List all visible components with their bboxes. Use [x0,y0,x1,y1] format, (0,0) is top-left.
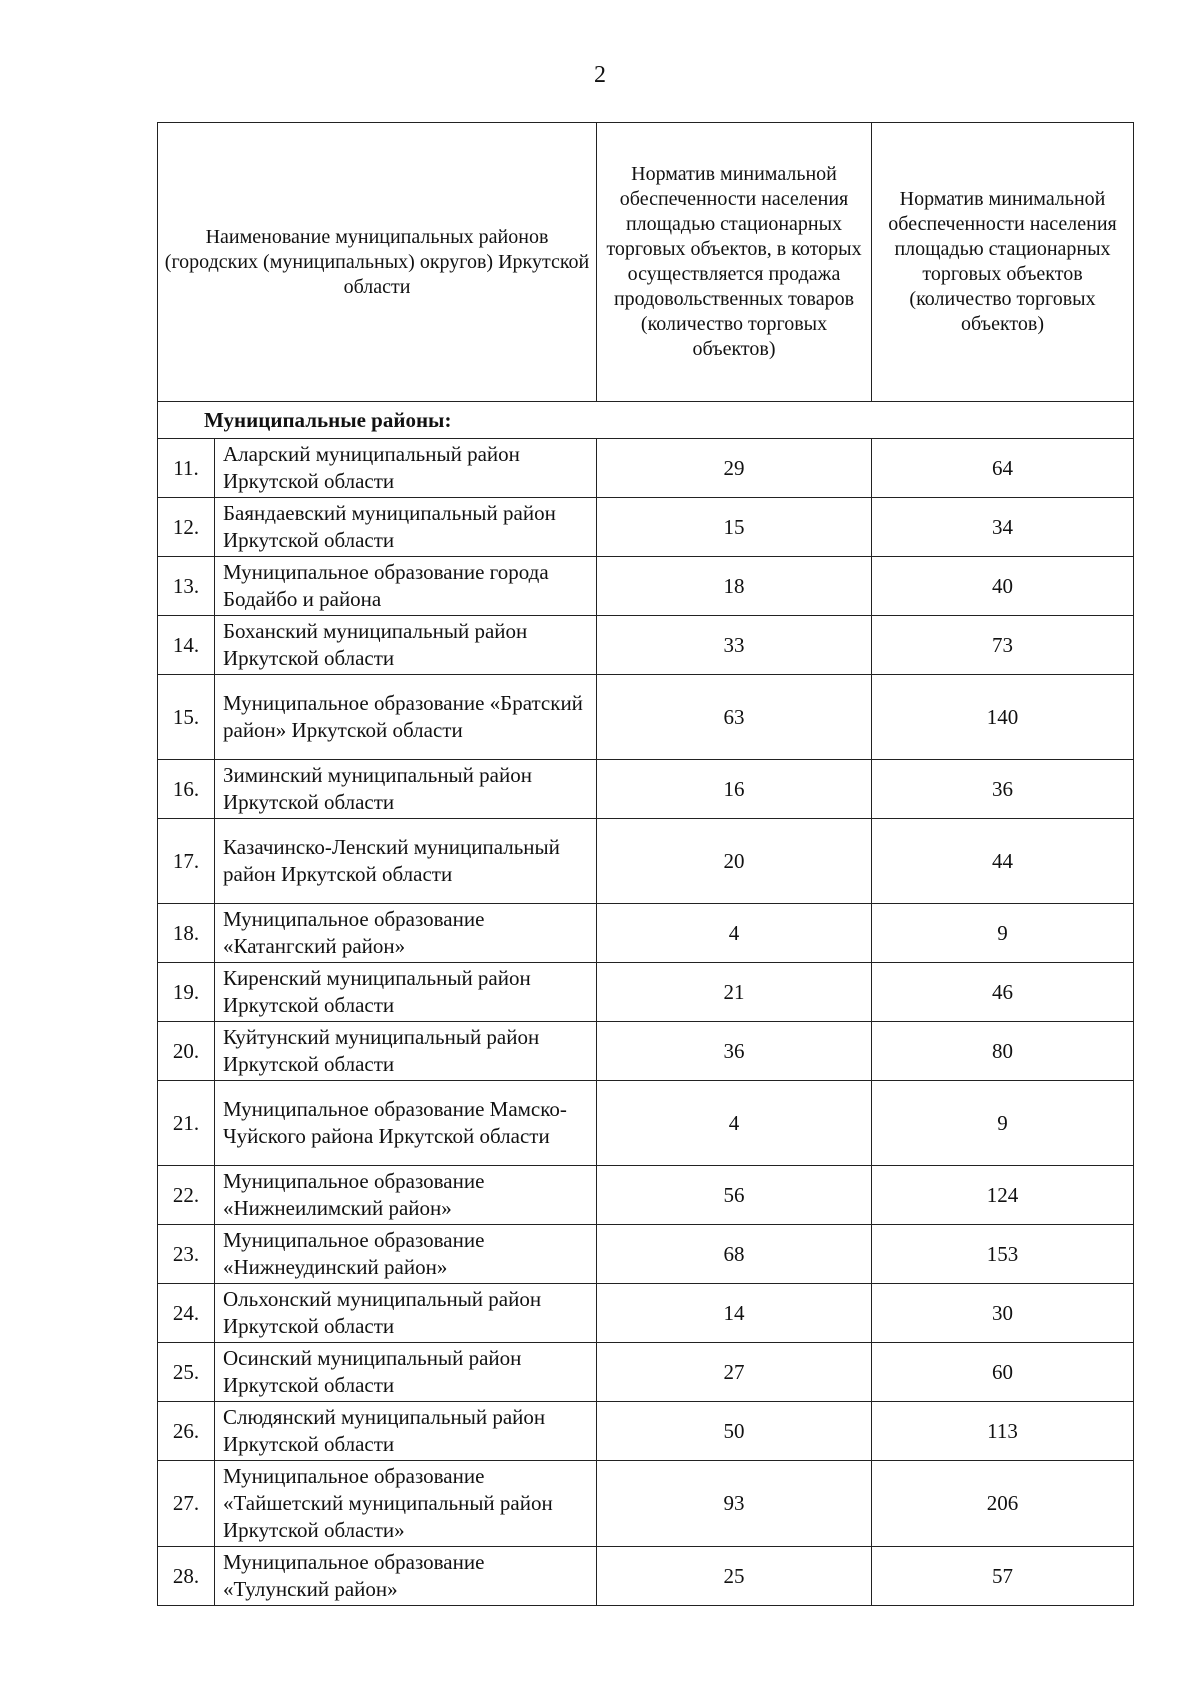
table-header-row [158,123,1134,402]
table-row [158,439,1134,498]
district-name: Муниципальное образование «Тайшетский муниципальный район Иркутской области» [215,1461,597,1547]
table-row [158,819,1134,904]
district-name: Аларский муниципальный район Иркутской области [215,439,597,498]
food-standard-value: 16 [597,760,872,819]
row-number: 14. [158,616,215,675]
district-name: Осинский муниципальный район Иркутской области [215,1343,597,1402]
header-total-standard: Норматив минимальной обеспеченности населения площадью стационарных торговых объектов (количество торговых объектов) [872,123,1134,402]
food-standard-value: 4 [597,904,872,963]
total-standard-value: 64 [872,439,1134,498]
food-standard-value: 20 [597,819,872,904]
section-title: Муниципальные районы: [158,402,1134,439]
total-standard-value: 206 [872,1461,1134,1547]
total-standard-value: 9 [872,904,1134,963]
table-row [158,963,1134,1022]
table-row [158,760,1134,819]
row-number: 17. [158,819,215,904]
table-row [158,1284,1134,1343]
table-row [158,1343,1134,1402]
district-name: Слюдянский муниципальный район Иркутской области [215,1402,597,1461]
district-name: Муниципальное образование «Нижнеудинский район» [215,1225,597,1284]
table-row [158,616,1134,675]
total-standard-value: 60 [872,1343,1134,1402]
district-name: Муниципальное образование «Братский район» Иркутской области [215,675,597,760]
total-standard-value: 46 [872,963,1134,1022]
food-standard-value: 63 [597,675,872,760]
table-row [158,557,1134,616]
food-standard-value: 25 [597,1547,872,1606]
table-row [158,1081,1134,1166]
food-standard-value: 36 [597,1022,872,1081]
table-row [158,1166,1134,1225]
food-standard-value: 56 [597,1166,872,1225]
header-food-standard: Норматив минимальной обеспеченности населения площадью стационарных торговых объектов, в которых осуществляется продажа продовольственных товаров (количество торговых объектов) [597,123,872,402]
district-name: Муниципальное образование Мамско-Чуйского района Иркутской области [215,1081,597,1166]
food-standard-value: 68 [597,1225,872,1284]
row-number: 11. [158,439,215,498]
total-standard-value: 36 [872,760,1134,819]
district-name: Муниципальное образование города Бодайбо и района [215,557,597,616]
food-standard-value: 15 [597,498,872,557]
district-name: Муниципальное образование «Тулунский район» [215,1547,597,1606]
total-standard-value: 153 [872,1225,1134,1284]
total-standard-value: 124 [872,1166,1134,1225]
food-standard-value: 50 [597,1402,872,1461]
page-number: 2 [594,62,606,88]
food-standard-value: 4 [597,1081,872,1166]
row-number: 24. [158,1284,215,1343]
table-row [158,1022,1134,1081]
standards-table [157,122,1134,1606]
total-standard-value: 113 [872,1402,1134,1461]
table-row [158,675,1134,760]
row-number: 21. [158,1081,215,1166]
row-number: 20. [158,1022,215,1081]
row-number: 12. [158,498,215,557]
row-number: 13. [158,557,215,616]
district-name: Ольхонский муниципальный район Иркутской области [215,1284,597,1343]
district-name: Зиминский муниципальный район Иркутской области [215,760,597,819]
food-standard-value: 18 [597,557,872,616]
food-standard-value: 27 [597,1343,872,1402]
district-name: Куйтунский муниципальный район Иркутской области [215,1022,597,1081]
row-number: 15. [158,675,215,760]
table-row [158,498,1134,557]
row-number: 16. [158,760,215,819]
section-row [158,402,1134,439]
food-standard-value: 33 [597,616,872,675]
table-row [158,1547,1134,1606]
district-name: Муниципальное образование «Нижнеилимский район» [215,1166,597,1225]
total-standard-value: 57 [872,1547,1134,1606]
food-standard-value: 29 [597,439,872,498]
district-name: Киренский муниципальный район Иркутской области [215,963,597,1022]
row-number: 27. [158,1461,215,1547]
row-number: 23. [158,1225,215,1284]
total-standard-value: 34 [872,498,1134,557]
district-name: Казачинско-Ленский муниципальный район Иркутской области [215,819,597,904]
total-standard-value: 40 [872,557,1134,616]
row-number: 26. [158,1402,215,1461]
row-number: 25. [158,1343,215,1402]
food-standard-value: 14 [597,1284,872,1343]
row-number: 19. [158,963,215,1022]
district-name: Боханский муниципальный район Иркутской области [215,616,597,675]
table-row [158,1225,1134,1284]
food-standard-value: 21 [597,963,872,1022]
row-number: 28. [158,1547,215,1606]
total-standard-value: 44 [872,819,1134,904]
food-standard-value: 93 [597,1461,872,1547]
total-standard-value: 9 [872,1081,1134,1166]
table-row [158,1402,1134,1461]
district-name: Муниципальное образование «Катангский район» [215,904,597,963]
row-number: 22. [158,1166,215,1225]
total-standard-value: 80 [872,1022,1134,1081]
row-number: 18. [158,904,215,963]
total-standard-value: 140 [872,675,1134,760]
table-row [158,904,1134,963]
total-standard-value: 30 [872,1284,1134,1343]
total-standard-value: 73 [872,616,1134,675]
header-name: Наименование муниципальных районов (городских (муниципальных) округов) Иркутской области [158,123,597,402]
table-row [158,1461,1134,1547]
district-name: Баяндаевский муниципальный район Иркутской области [215,498,597,557]
